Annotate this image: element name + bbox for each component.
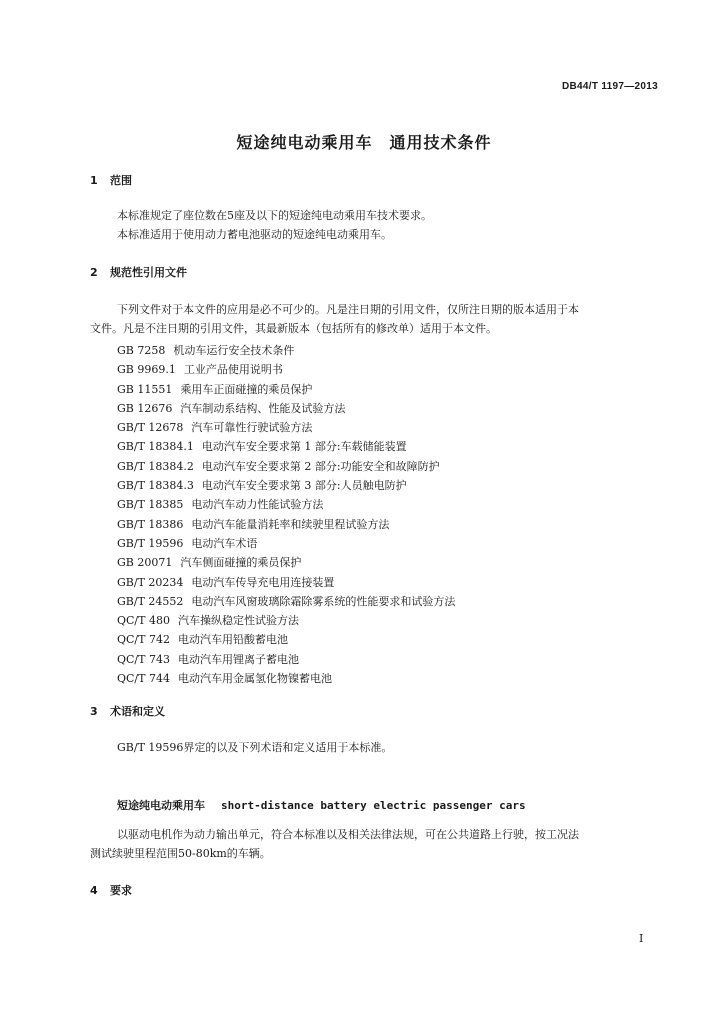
reference-code: GB 7258 — [117, 344, 166, 357]
reference-title: 汽车操纵稳定性试验方法 — [177, 614, 299, 628]
reference-item — [117, 437, 455, 456]
reference-code: GB/T 19596 — [117, 536, 184, 550]
scope-paragraph-2: 本标准适用于使用动力蓄电池驱动的短途纯电动乘用车。 — [117, 228, 392, 241]
reference-item — [117, 630, 455, 649]
reference-title: 机动车运行安全技术条件 — [173, 344, 295, 357]
term-entry — [117, 797, 526, 813]
section-number: 4 — [90, 884, 98, 897]
section-title: 术语和定义 — [110, 705, 165, 718]
document-title: 短途纯电动乘用车 通用技术条件 — [236, 133, 492, 152]
reference-title: 汽车制动系结构、性能及试验方法 — [180, 401, 346, 415]
reference-code: GB/T 18386 — [117, 517, 184, 531]
section-number: 2 — [90, 266, 98, 279]
reference-code: GB/T 12678 — [117, 421, 184, 435]
reference-title: 汽车侧面碰撞的乘员保护 — [180, 556, 302, 570]
reference-title: 电动汽车安全要求第 3 部分:人员触电防护 — [201, 479, 407, 493]
reference-item — [117, 457, 455, 476]
term-definition-line-2: 测试续驶里程范围50-80km的车辆。 — [90, 847, 271, 860]
reference-code: GB/T 24552 — [117, 594, 184, 608]
reference-code: GB/T 18384.1 — [117, 440, 194, 454]
reference-item — [117, 360, 455, 379]
reference-title: 汽车可靠性行驶试验方法 — [191, 421, 313, 435]
reference-code: QC/T 742 — [117, 633, 170, 647]
reference-item — [117, 534, 455, 553]
normative-intro-line-1: 下列文件对于本文件的应用是必不可少的。凡是注日期的引用文件，仅所注日期的版本适用于本 — [117, 303, 579, 316]
reference-item — [117, 553, 455, 572]
standard-code: DB44/T 1197—2013 — [562, 81, 658, 92]
reference-code: GB 20071 — [117, 556, 173, 570]
section-heading-normative-references — [90, 264, 187, 280]
reference-title: 电动汽车动力性能试验方法 — [191, 498, 324, 512]
section-title: 规范性引用文件 — [110, 266, 187, 279]
reference-item — [117, 592, 455, 611]
reference-code: QC/T 744 — [117, 672, 170, 686]
term-chinese: 短途纯电动乘用车 — [117, 799, 205, 812]
term-definition-line-1: 以驱动电机作为动力输出单元，符合本标准以及相关法律法规，可在公共道路上行驶，按工况法 — [117, 828, 579, 841]
reference-item — [117, 341, 455, 360]
reference-title: 电动汽车用锂离子蓄电池 — [177, 652, 299, 666]
reference-code: QC/T 743 — [117, 652, 170, 666]
reference-code: QC/T 480 — [117, 614, 170, 628]
reference-code: GB/T 18384.3 — [117, 479, 194, 493]
reference-item — [117, 418, 455, 437]
section-number: 1 — [90, 174, 98, 187]
section-title: 要求 — [110, 884, 132, 897]
section-title: 范围 — [110, 174, 132, 187]
reference-code: GB 9969.1 — [117, 363, 176, 377]
reference-title: 电动汽车传导充电用连接装置 — [191, 575, 335, 589]
reference-title: 电动汽车风窗玻璃除霜除雾系统的性能要求和试验方法 — [191, 594, 456, 608]
term-english: short-distance battery electric passenger cars — [221, 799, 526, 812]
reference-item — [117, 650, 455, 669]
reference-title: 电动汽车用铅酸蓄电池 — [177, 633, 288, 647]
page-number: I — [639, 932, 644, 945]
reference-code: GB/T 18385 — [117, 498, 184, 512]
section-number: 3 — [90, 705, 98, 718]
reference-title: 电动汽车安全要求第 1 部分:车载储能装置 — [201, 440, 407, 454]
section-heading-requirements — [90, 882, 132, 898]
reference-code: GB/T 20234 — [117, 575, 184, 589]
reference-item — [117, 399, 455, 418]
reference-title: 乘用车正面碰撞的乘员保护 — [180, 382, 313, 396]
reference-code: GB 12676 — [117, 401, 173, 415]
reference-code: GB 11551 — [117, 382, 173, 396]
reference-item — [117, 669, 455, 688]
reference-list — [117, 341, 455, 688]
reference-item — [117, 495, 455, 514]
normative-intro-line-2: 文件。凡是不注日期的引用文件，其最新版本（包括所有的修改单）适用于本文件。 — [90, 322, 497, 335]
reference-item — [117, 380, 455, 399]
reference-title: 工业产品使用说明书 — [183, 363, 283, 377]
reference-item — [117, 515, 455, 534]
reference-item — [117, 573, 455, 592]
reference-title: 电动汽车能量消耗率和续驶里程试验方法 — [191, 517, 390, 531]
reference-item — [117, 476, 455, 495]
scope-paragraph-1: 本标准规定了座位数在5座及以下的短途纯电动乘用车技术要求。 — [117, 209, 432, 222]
reference-title: 电动汽车用金属氢化物镍蓄电池 — [177, 672, 332, 686]
section-heading-terms-definitions — [90, 703, 165, 719]
reference-code: GB/T 18384.2 — [117, 459, 194, 473]
section-heading-scope — [90, 172, 132, 188]
terms-intro: GB/T 19596界定的以及下列术语和定义适用于本标准。 — [117, 741, 393, 754]
reference-title: 电动汽车安全要求第 2 部分:功能安全和故障防护 — [201, 459, 440, 473]
reference-title: 电动汽车术语 — [191, 536, 258, 550]
reference-item — [117, 611, 455, 630]
